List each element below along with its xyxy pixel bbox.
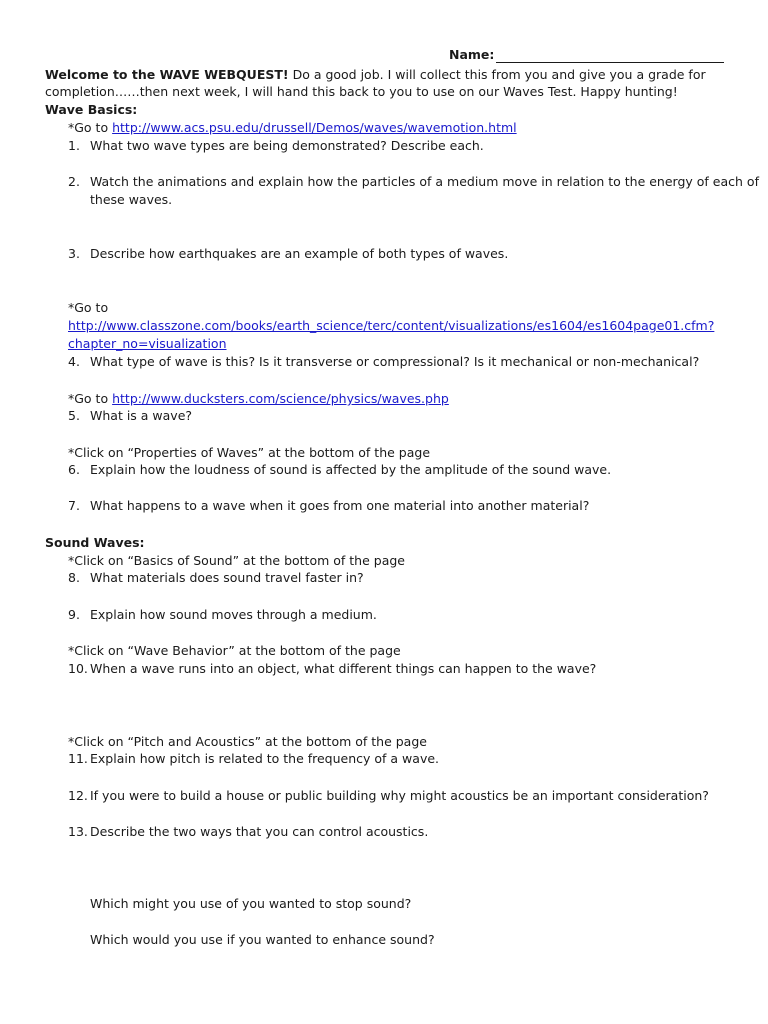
question-number: 8. <box>68 570 80 585</box>
name-label: Name: <box>449 47 495 62</box>
followup-stop-sound: Which might you use of you wanted to stop sound? <box>90 896 412 911</box>
question-text: Explain how pitch is related to the frequency of a wave. <box>90 751 439 766</box>
question-1 <box>68 137 484 155</box>
question-6 <box>68 461 611 479</box>
question-text: Explain how sound moves through a medium. <box>90 607 377 622</box>
click-pitch-instruction: *Click on “Pitch and Acoustics” at the bottom of the page <box>68 734 427 749</box>
goto-prefix: *Go to <box>68 120 113 135</box>
question-5 <box>68 407 192 425</box>
question-number: 1. <box>68 138 80 153</box>
name-blank-line[interactable] <box>496 61 724 63</box>
question-7 <box>68 497 589 515</box>
link-wavemotion[interactable]: http://www.acs.psu.edu/drussell/Demos/waves/wavemotion.html <box>112 120 517 135</box>
question-text: If you were to build a house or public building why might acoustics be an important consideration? <box>90 788 709 803</box>
intro-line-1 <box>45 66 706 84</box>
click-behavior-instruction: *Click on “Wave Behavior” at the bottom of the page <box>68 643 401 658</box>
click-basics-instruction: *Click on “Basics of Sound” at the bottom of the page <box>68 553 405 568</box>
question-8 <box>68 569 364 587</box>
question-12 <box>68 787 709 805</box>
question-text: Describe how earthquakes are an example of both types of waves. <box>90 246 509 261</box>
link-ducksters[interactable]: http://www.ducksters.com/science/physics/waves.php <box>112 391 449 406</box>
question-9 <box>68 606 377 624</box>
question-number: 9. <box>68 607 80 622</box>
question-number: 13. <box>68 824 88 839</box>
question-text: Explain how the loudness of sound is affected by the amplitude of the sound wave. <box>90 462 612 477</box>
goto-instruction-3 <box>68 390 449 408</box>
question-text: What type of wave is this? Is it transverse or compressional? Is it mechanical or non-mechanical? <box>90 354 700 369</box>
link-classzone-continued[interactable]: chapter_no=visualization <box>68 336 227 351</box>
question-number: 10. <box>68 661 88 676</box>
question-number: 7. <box>68 498 80 513</box>
click-properties-instruction: *Click on “Properties of Waves” at the bottom of the page <box>68 445 431 460</box>
goto-instruction-2: *Go to <box>68 300 109 315</box>
question-text: What materials does sound travel faster in? <box>90 570 364 585</box>
question-13 <box>68 823 428 841</box>
question-number: 5. <box>68 408 80 423</box>
question-text: What happens to a wave when it goes from one material into another material? <box>90 498 590 513</box>
question-text: What two wave types are being demonstrated? Describe each. <box>90 138 484 153</box>
link-classzone[interactable]: http://www.classzone.com/books/earth_science/terc/content/visualizations/es1604/es1604page01.cfm? <box>68 318 715 333</box>
intro-line-2: completion……then next week, I will hand this back to you to use on our Waves Test. Happy hunting! <box>45 84 678 99</box>
question-3 <box>68 245 508 263</box>
question-4 <box>68 353 699 371</box>
question-text: Watch the animations and explain how the particles of a medium move in relation to the energy of each of <box>90 174 759 189</box>
question-number: 2. <box>68 174 80 189</box>
question-number: 3. <box>68 246 80 261</box>
followup-enhance-sound: Which would you use if you wanted to enhance sound? <box>90 932 435 947</box>
question-10 <box>68 660 596 678</box>
question-11 <box>68 750 439 768</box>
question-text: Describe the two ways that you can control acoustics. <box>90 824 429 839</box>
intro-title: Welcome to the WAVE WEBQUEST! <box>45 67 289 82</box>
goto-prefix: *Go to <box>68 391 113 406</box>
question-text: What is a wave? <box>90 408 193 423</box>
section-sound-waves: Sound Waves: <box>45 535 145 550</box>
question-number: 11. <box>68 751 88 766</box>
question-2-continued: these waves. <box>90 192 173 207</box>
question-2 <box>68 173 759 191</box>
question-number: 12. <box>68 788 88 803</box>
section-wave-basics: Wave Basics: <box>45 102 138 117</box>
question-number: 6. <box>68 462 80 477</box>
question-text: When a wave runs into an object, what different things can happen to the wave? <box>90 661 597 676</box>
question-number: 4. <box>68 354 80 369</box>
intro-text-1: Do a good job. I will collect this from you and give you a grade for <box>288 67 706 82</box>
goto-instruction-1 <box>68 119 517 137</box>
